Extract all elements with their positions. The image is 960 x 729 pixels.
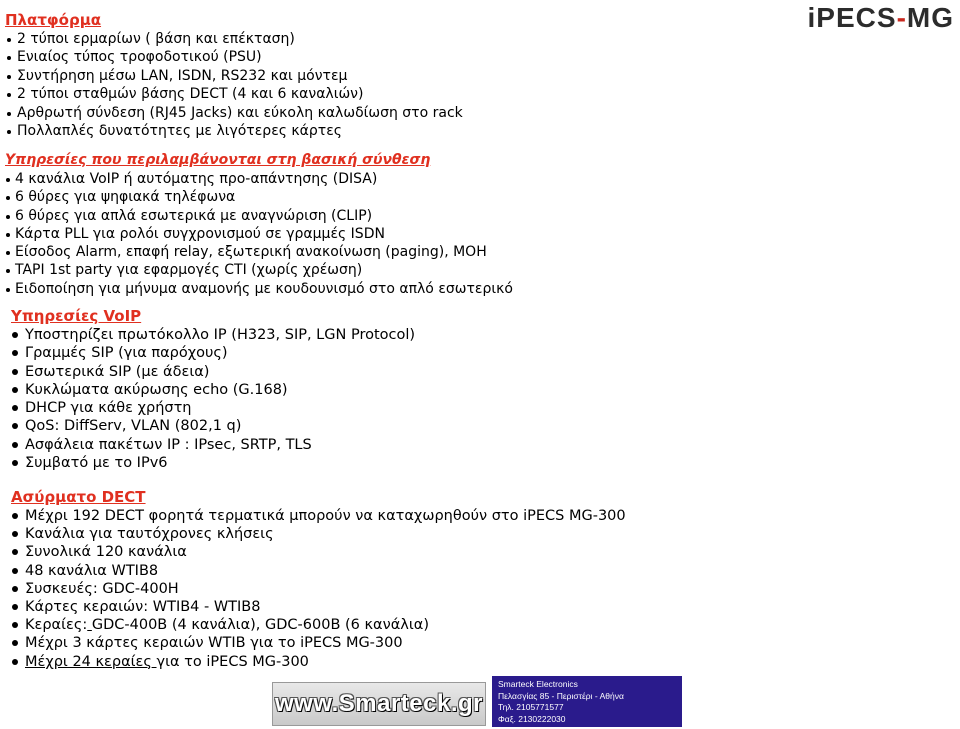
smarteck-website-banner[interactable] (272, 682, 486, 726)
list-item: QoS: DiffServ, VLAN (802,1 q) (11, 417, 415, 435)
ipecs-mg-logo (808, 2, 954, 34)
list-item: Συμβατό με το IPv6 (11, 454, 415, 472)
list-item: TAPI 1st party για εφαρμογές CTI (χωρίς χρέωση) (5, 261, 513, 279)
list-item: Ειδοποίηση για μήνυμα αναμονής με κουδουνισμό στο απλό εσωτερικό (5, 280, 513, 298)
basic-services-heading: Υπηρεσίες που περιλαμβάνονται στη βασική σύνθεση (5, 152, 431, 168)
list-item: Κάρτα PLL για ρολόι συγχρονισμού σε γραμμές ISDN (5, 225, 513, 243)
voip-heading: Υπηρεσίες VoIP (11, 307, 142, 325)
dect-heading: Ασύρματο DECT (11, 488, 146, 506)
antenna-models: GDC-400B (4 κανάλια), GDC-600B (6 κανάλια) (91, 617, 429, 634)
list-item: Συνολικά 120 κανάλια (11, 543, 626, 561)
dect-list (11, 507, 626, 671)
platform-list (5, 30, 463, 140)
list-item: 2 τύποι σταθμών βάσης DECT (4 και 6 καναλιών) (5, 85, 463, 103)
contact-address: Πελασγίας 85 - Περιστέρι - Αθήνα (498, 690, 624, 701)
logo-right: MG (906, 2, 954, 33)
antenna-target: για το iPECS MG-300 (156, 653, 309, 670)
list-item: Ασφάλεια πακέτων IP : IPsec, SRTP, TLS (11, 436, 415, 454)
list-item: Κάρτες κεραιών: WTIB4 - WTIB8 (11, 598, 626, 616)
list-item: Συσκευές: GDC-400H (11, 580, 626, 598)
list-item: 2 τύποι ερμαρίων ( βάση και επέκταση) (5, 30, 463, 48)
antenna-label: Κεραίες: (25, 617, 88, 634)
platform-heading: Πλατφόρμα (5, 11, 102, 29)
list-item: Μέχρι 3 κάρτες κεραιών WTIB για το iPECS MG-300 (11, 634, 626, 652)
basic-services-section (5, 150, 513, 298)
list-item (11, 616, 626, 634)
list-item: 48 κανάλια WTIB8 (11, 562, 626, 580)
voip-section (11, 306, 415, 472)
contact-box (492, 676, 682, 727)
list-item (11, 653, 626, 671)
contact-phone: Τηλ. 2105771577 (498, 702, 564, 712)
logo-left: iPECS (807, 2, 897, 33)
banner-text: www.Smarteck.gr (274, 690, 484, 717)
contact-company: Smarteck Electronics (498, 679, 578, 689)
list-item: Είσοδος Alarm, επαφή relay, εξωτερική ανακοίνωση (paging), MOH (5, 243, 513, 261)
list-item: DHCP για κάθε χρήστη (11, 399, 415, 417)
list-item: Συντήρηση μέσω LAN, ISDN, RS232 και μόντεμ (5, 67, 463, 85)
list-item: Εσωτερικά SIP (με άδεια) (11, 363, 415, 381)
basic-services-list (5, 170, 513, 298)
dect-section (11, 487, 626, 671)
list-item: 6 θύρες για απλά εσωτερικά με αναγνώριση (CLIP) (5, 207, 513, 225)
list-item: 4 κανάλια VoIP ή αυτόματης προ-απάντησης (DISA) (5, 170, 513, 188)
list-item: Πολλαπλές δυνατότητες με λιγότερες κάρτες (5, 122, 463, 140)
list-item: Κυκλώματα ακύρωσης echo (G.168) (11, 381, 415, 399)
list-item: 6 θύρες για ψηφιακά τηλέφωνα (5, 188, 513, 206)
list-item: Υποστηρίζει πρωτόκολλο IP (H323, SIP, LGN Protocol) (11, 326, 415, 344)
voip-list (11, 326, 415, 472)
contact-fax: Φαξ. 2130222030 (498, 713, 566, 724)
list-item: Αρθρωτή σύνδεση (RJ45 Jacks) και εύκολη καλωδίωση στο rack (5, 104, 463, 122)
list-item: Ενιαίος τύπος τροφοδοτικού (PSU) (5, 48, 463, 66)
list-item: Κανάλια για ταυτόχρονες κλήσεις (11, 525, 626, 543)
platform-section (5, 10, 463, 140)
list-item: Γραμμές SIP (για παρόχους) (11, 344, 415, 362)
logo-separator: - (896, 2, 907, 33)
list-item: Μέχρι 192 DECT φορητά τερματικά μπορούν να καταχωρηθούν στο iPECS MG-300 (11, 507, 626, 525)
antenna-count: Μέχρι 24 κεραίες (25, 653, 152, 670)
